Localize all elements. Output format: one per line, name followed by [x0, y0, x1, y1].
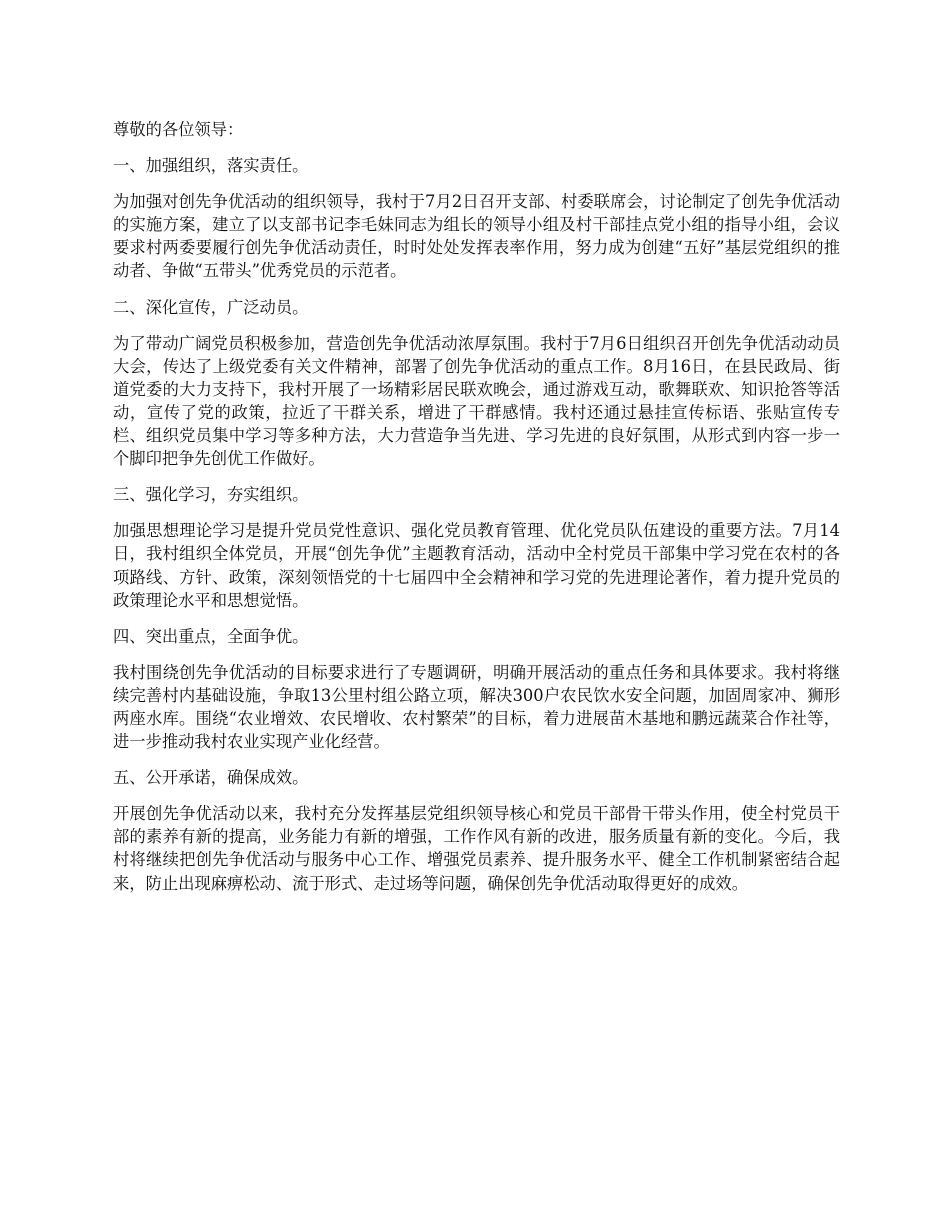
document-page	[113, 118, 840, 908]
section-heading-2: 二、深化宣传，广泛动员。	[113, 297, 309, 317]
section-body-5: 开展创先争优活动以来，我村充分发挥基层党组织领导核心和党员干部骨干带头作用，使全村党员干部的素养有新的提高，业务能力有新的增强，工作作风有新的改进，服务质量有新的变化。今后，我村将继续把创先争优活动与服务中心工作、增强党员素养、提升服务水平、健全工作机制紧密结合起来，防止出现麻痹松动、流于形式、走过场等问题，确保创先争优活动取得更好的成效。	[113, 804, 840, 893]
salutation: 尊敬的各位领导：	[113, 120, 244, 139]
section-body-3: 加强思想理论学习是提升党员党性意识、强化党员教育管理、优化党员队伍建设的重要方法。7月14日，我村组织全体党员，开展“创先争优”主题教育活动，活动中全村党员干部集中学习党在农村的各项路线、方针、政策，深刻领悟党的十七届四中全会精神和学习党的先进理论著作，着力提升党员的政策理论水平和思想觉悟。	[113, 521, 840, 610]
section-heading-1: 一、加强组织，落实责任。	[113, 156, 309, 176]
section-heading-4: 四、突出重点，全面争优。	[113, 626, 309, 646]
section-heading-5: 五、公开承诺，确保成效。	[113, 768, 309, 788]
section-body-1: 为加强对创先争优活动的组织领导，我村于7月2日召开支部、村委联席会，讨论制定了创先争优活动的实施方案，建立了以支部书记李毛妹同志为组长的领导小组及村干部挂点党小组的指导小组，会议要求村两委要履行创先争优活动责任，时时处处发挥表率作用，努力成为创建“五好”基层党组织的推动者、争做“五带头”优秀党员的示范者。	[113, 192, 840, 281]
section-body-4: 我村围绕创先争优活动的目标要求进行了专题调研，明确开展活动的重点任务和具体要求。我村将继续完善村内基础设施，争取13公里村组公路立项，解决300户农民饮水安全问题，加固周家冲、狮形两座水库。围绕“农业增效、农民增收、农村繁荣”的目标，着力进展苗木基地和鹏远蔬菜合作社等，进一步推动我村农业实现产业化经营。	[113, 662, 840, 752]
section-body-2: 为了带动广阔党员积极参加，营造创先争优活动浓厚氛围。我村于7月6日组织召开创先争优活动动员大会，传达了上级党委有关文件精神，部署了创先争优活动的重点工作。8月16日，在县民政局、街道党委的大力支持下，我村开展了一场精彩居民联欢晚会，通过游戏互动，歌舞联欢、知识抢答等活动，宣传了党的政策，拉近了干群关系，增进了干群感情。我村还通过悬挂宣传标语、张贴宣传专栏、组织党员集中学习等多种方法，大力营造争当先进、学习先进的良好氛围，从形式到内容一步一个脚印把争先创优工作做好。	[113, 333, 840, 469]
section-heading-3: 三、强化学习，夯实组织。	[113, 485, 309, 505]
